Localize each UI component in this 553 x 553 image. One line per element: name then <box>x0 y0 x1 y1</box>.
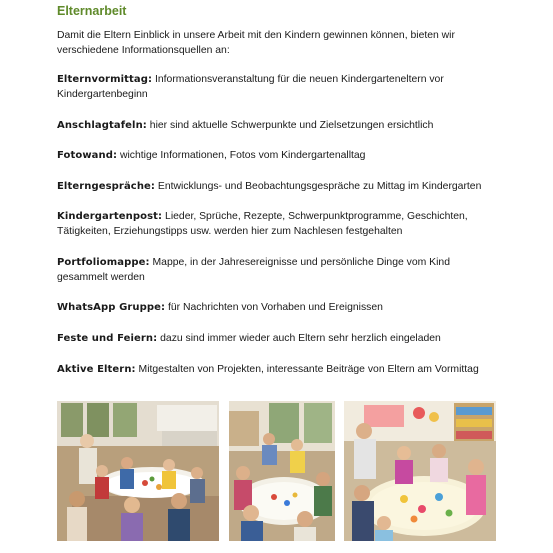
list-item-anschlagtafeln <box>57 118 497 133</box>
item-text: Entwicklungs- und Beobachtungsgespräche zu Mittag im Kindergarten <box>155 181 482 192</box>
item-term: Anschlagtafeln: <box>57 120 147 131</box>
page-title: Elternarbeit <box>57 4 127 18</box>
photo-children-at-kitchen-table <box>57 401 219 541</box>
photo-children-crafting <box>344 401 496 541</box>
item-text: Informationsveranstaltung für die neuen Kindergarteneltern vor Kindergartenbeginn <box>57 74 444 100</box>
item-term: Elterngespräche: <box>57 181 156 192</box>
list-item-fotowand <box>57 148 497 163</box>
item-text: Mitgestalten von Projekten, interessante Beiträge von Eltern am Vormittag <box>135 364 479 375</box>
list-item-portfoliomappe <box>57 255 497 285</box>
intro-paragraph: Damit die Eltern Einblick in unsere Arbeit mit den Kindern gewinnen können, bieten wir verschiedene Informationsquellen an: <box>57 30 455 56</box>
list-item-whatsapp-gruppe <box>57 300 497 315</box>
list-item-kindergartenpost <box>57 209 497 239</box>
item-text: Mappe, in der Jahresereignisse und persönliche Dinge vom Kind gesammelt werden <box>57 257 450 283</box>
list-item-feste-und-feiern <box>57 331 497 346</box>
item-text: hier sind aktuelle Schwerpunkte und Zielsetzungen ersichtlich <box>146 120 434 131</box>
item-text: wichtige Informationen, Fotos vom Kindergartenalltag <box>117 150 366 161</box>
item-term: Feste und Feiern: <box>57 333 158 344</box>
item-term: Kindergartenpost: <box>57 211 163 222</box>
list-item-elterngespraeche <box>57 179 497 194</box>
photo-children-painting <box>229 401 335 541</box>
item-text: dazu sind immer wieder auch Eltern sehr herzlich eingeladen <box>157 333 441 344</box>
item-term: Elternvormittag: <box>57 74 153 85</box>
item-text: für Nachrichten von Vorhaben und Ereignissen <box>165 302 383 313</box>
item-term: Portfoliomappe: <box>57 257 150 268</box>
item-term: WhatsApp Gruppe: <box>57 302 166 313</box>
item-term: Fotowand: <box>57 150 118 161</box>
item-text: Lieder, Sprüche, Rezepte, Schwerpunktprogramme, Geschichten, Tätigkeiten, Erziehungstipps usw. werden hier zum Nachlesen festgehalten <box>57 211 468 237</box>
list-item-elternvormittag <box>57 72 497 102</box>
list-item-aktive-eltern <box>57 362 497 377</box>
item-term: Aktive Eltern: <box>57 364 136 375</box>
